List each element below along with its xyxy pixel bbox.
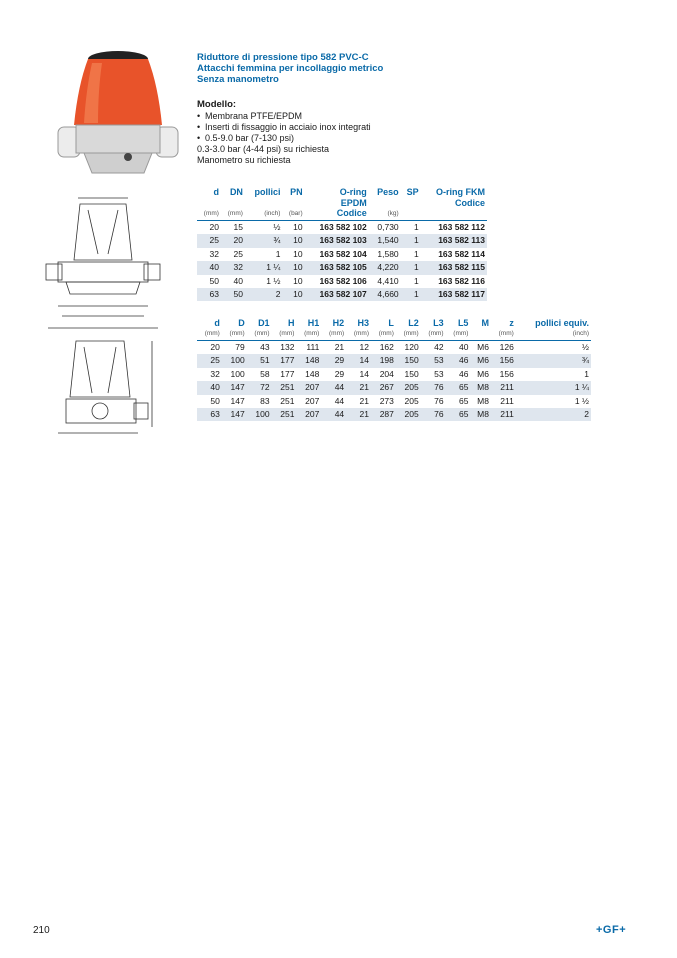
table-cell: 163 582 115 — [421, 261, 487, 274]
table-cell: 20 — [197, 221, 221, 235]
table-row — [197, 275, 487, 288]
table-cell: 273 — [379, 395, 394, 406]
table-cell: 83 — [260, 395, 270, 406]
table-header: D1 — [258, 318, 270, 328]
table-cell: M6 — [470, 354, 491, 367]
table-cell: ½ — [516, 341, 591, 355]
table-cell: M6 — [477, 368, 489, 379]
table-cell: 156 — [499, 368, 514, 379]
table-row — [197, 381, 591, 394]
table-cell: 150 — [404, 368, 419, 379]
table-cell: 1 — [401, 288, 421, 301]
table-header: SP — [406, 187, 419, 197]
table-cell: 32 — [221, 261, 245, 274]
table-cell: 1 ¼ — [516, 381, 591, 394]
table-cell: 53 — [421, 354, 446, 367]
table-cell: 25 — [233, 248, 243, 259]
table-cell: 42 — [421, 341, 446, 355]
unit-label — [470, 329, 491, 341]
table-row — [197, 288, 487, 301]
table-cell: 43 — [247, 341, 272, 355]
table-cell: 1 ½ — [266, 275, 281, 286]
table-cell: 205 — [396, 381, 421, 394]
gf-logo: +GF+ — [596, 924, 627, 936]
table-cell: 1 — [401, 261, 421, 274]
table-cell: 50 — [209, 275, 219, 286]
table-cell: 25 — [197, 234, 221, 247]
table-cell: 76 — [421, 408, 446, 421]
table-cell: 1 — [275, 248, 281, 259]
table-row — [197, 368, 591, 381]
table-cell: 4,660 — [369, 288, 401, 301]
table-header: M — [481, 318, 489, 328]
table-cell: 44 — [321, 408, 346, 421]
table-cell: 120 — [396, 341, 421, 355]
table-cell: 163 582 112 — [421, 221, 487, 235]
table-cell: 207 — [305, 395, 320, 406]
table-cell: 40 — [446, 341, 471, 355]
table-cell: 163 582 104 — [319, 248, 367, 259]
unit-label — [421, 209, 487, 221]
table-cell: 20 — [221, 234, 245, 247]
table-cell: 2 — [245, 288, 283, 301]
table-row — [197, 395, 591, 408]
table-cell: 10 — [282, 234, 304, 247]
table-cell: 15 — [221, 221, 245, 235]
table-cell: 163 582 107 — [305, 288, 369, 301]
table-header: D — [238, 318, 245, 328]
unit-label: (mm) — [229, 330, 245, 337]
table-cell: 0,730 — [369, 221, 401, 235]
table-header: L — [388, 318, 394, 328]
table-cell: 163 582 106 — [319, 275, 367, 286]
table-cell: 53 — [434, 368, 444, 379]
table-header: DN — [229, 187, 243, 197]
model-extra: Manometro su richiesta — [197, 155, 291, 165]
table-cell: 14 — [346, 354, 371, 367]
table-cell: 63 — [197, 408, 222, 421]
table-cell: 163 582 116 — [438, 275, 485, 286]
unit-label: (mm) — [328, 330, 345, 337]
table-cell: 251 — [280, 395, 295, 406]
table-cell: 1,540 — [369, 234, 401, 247]
table-header: PN — [290, 187, 303, 197]
table-cell: 40 — [233, 275, 243, 286]
table-cell: 10 — [293, 275, 303, 286]
technical-drawing-front — [38, 190, 173, 338]
table-header: L5 — [457, 318, 469, 328]
table-cell: 163 582 103 — [305, 234, 369, 247]
table-cell: 44 — [321, 381, 346, 394]
table-header: Codice — [336, 208, 367, 218]
table-cell: 177 — [272, 354, 297, 367]
unit-label: (inch) — [572, 330, 589, 337]
table-row — [197, 261, 487, 274]
table-cell: 251 — [272, 408, 297, 421]
table-cell: 205 — [396, 408, 421, 421]
dimensions-table — [197, 318, 591, 421]
table-cell: 10 — [282, 261, 304, 274]
unit-label — [401, 209, 421, 221]
table-cell: 65 — [458, 395, 469, 406]
table-cell: 46 — [446, 354, 471, 367]
table-cell: 10 — [282, 288, 304, 301]
table-cell: 207 — [296, 408, 321, 421]
table-cell: 147 — [222, 381, 247, 394]
unit-label: (mm) — [498, 330, 514, 337]
table-cell: 32 — [210, 368, 220, 379]
table-cell: 50 — [221, 288, 245, 301]
unit-label: (mm) — [403, 330, 419, 337]
table-cell: 163 582 113 — [421, 234, 487, 247]
model-bullet: • 0.5-9.0 bar (7-130 psi) — [197, 133, 497, 144]
table-cell: 21 — [346, 381, 371, 394]
unit-label: (kg) — [387, 210, 399, 217]
table-cell: 211 — [491, 381, 516, 394]
table-cell: 29 — [334, 368, 345, 379]
table-cell: 76 — [421, 381, 446, 394]
table-header: H — [287, 318, 295, 328]
title-line-3: Senza manometro — [197, 74, 279, 85]
table-cell: M6 — [470, 341, 491, 355]
table-cell: 1 ½ — [574, 395, 589, 406]
model-bullet: • Inserti di fissaggio in acciaio inox integrati — [197, 122, 497, 133]
table-cell: 4,410 — [377, 275, 399, 286]
table-cell: 162 — [371, 341, 396, 355]
table-cell: 147 — [230, 395, 245, 406]
table-cell: 287 — [371, 408, 396, 421]
unit-label: (mm) — [204, 330, 220, 337]
table-cell: 132 — [272, 341, 297, 355]
table-cell: 100 — [222, 354, 247, 367]
table-header: pollici — [254, 187, 281, 197]
table-cell: 163 582 105 — [305, 261, 369, 274]
table-cell: 211 — [491, 408, 516, 421]
table-row — [197, 248, 487, 261]
model-bullet: • Membrana PTFE/EPDM — [197, 111, 497, 122]
table-cell: ¾ — [516, 354, 591, 367]
unit-label: (mm) — [279, 330, 295, 337]
table-cell: 1 — [413, 248, 419, 259]
table-cell: 29 — [321, 354, 346, 367]
order-codes-table — [197, 187, 487, 301]
title-line-2: Attacchi femmina per incollaggio metrico — [197, 63, 384, 74]
table-cell: 63 — [197, 288, 221, 301]
table-header: O-ring EPDM — [339, 187, 367, 208]
page-number: 210 — [33, 925, 50, 936]
table-cell: 148 — [305, 368, 320, 379]
table-cell: M8 — [470, 408, 491, 421]
unit-label: (mm) — [304, 330, 320, 337]
table-cell: 12 — [346, 341, 371, 355]
table-cell: 156 — [491, 354, 516, 367]
table-cell: 51 — [247, 354, 272, 367]
table-cell: ¾ — [245, 234, 283, 247]
table-cell: M8 — [470, 381, 491, 394]
table-cell: 205 — [404, 395, 419, 406]
table-row — [197, 408, 591, 421]
table-cell: 21 — [359, 395, 370, 406]
unit-label: (mm) — [453, 330, 469, 337]
table-cell: 4,220 — [369, 261, 401, 274]
title-line-1: Riduttore di pressione tipo 582 PVC-C — [197, 52, 369, 63]
unit-label: (mm) — [353, 330, 370, 337]
table-header: H2 — [332, 318, 345, 328]
table-cell: 251 — [272, 381, 297, 394]
unit-label: (bar) — [288, 210, 303, 217]
table-row — [197, 221, 487, 235]
table-cell: 267 — [371, 381, 396, 394]
table-cell: 10 — [282, 221, 304, 235]
table-cell: 100 — [230, 368, 245, 379]
table-cell: 32 — [209, 248, 219, 259]
table-cell: 163 582 114 — [438, 248, 485, 259]
table-header: O-ring FKM Codice — [436, 187, 485, 208]
table-header: z — [509, 318, 514, 328]
table-cell: 10 — [293, 248, 303, 259]
table-cell: 204 — [379, 368, 394, 379]
table-cell: 1 — [413, 275, 419, 286]
table-cell: 163 582 102 — [305, 221, 369, 235]
unit-label: (mm) — [428, 330, 444, 337]
table-row — [197, 354, 591, 367]
table-header: H3 — [357, 318, 370, 328]
table-cell: 150 — [396, 354, 421, 367]
table-cell: 126 — [491, 341, 516, 355]
unit-label: (inch) — [264, 210, 281, 217]
unit-label: (mm) — [203, 210, 219, 217]
table-cell: M8 — [477, 395, 489, 406]
table-cell: 40 — [197, 381, 222, 394]
table-cell: 147 — [222, 408, 247, 421]
table-cell: 177 — [280, 368, 295, 379]
table-cell: 46 — [458, 368, 469, 379]
model-heading: Modello: — [197, 99, 237, 110]
table-cell: 1 — [401, 234, 421, 247]
table-header: L3 — [433, 318, 444, 328]
table-cell: 40 — [197, 261, 221, 274]
unit-label: (mm) — [378, 330, 394, 337]
table-cell: 148 — [296, 354, 321, 367]
unit-label: (mm) — [254, 330, 270, 337]
table-header: Peso — [377, 187, 399, 197]
table-cell: 20 — [197, 341, 222, 355]
table-row — [197, 341, 591, 355]
table-cell: 2 — [516, 408, 591, 421]
table-cell: ½ — [245, 221, 283, 235]
table-cell: 76 — [434, 395, 444, 406]
table-header: L2 — [408, 318, 419, 328]
table-header: H1 — [307, 318, 320, 328]
table-cell: 207 — [296, 381, 321, 394]
table-cell: 21 — [321, 341, 346, 355]
table-header: d — [214, 318, 220, 328]
table-cell: 58 — [260, 368, 270, 379]
model-description — [197, 99, 497, 166]
table-cell: 65 — [446, 381, 471, 394]
table-cell: 44 — [334, 395, 345, 406]
table-cell: 14 — [359, 368, 370, 379]
table-header: pollici equiv. — [535, 318, 589, 328]
table-cell: 65 — [446, 408, 471, 421]
unit-label: (mm) — [227, 210, 243, 217]
table-cell: 1 — [401, 221, 421, 235]
table-cell: 1 — [584, 368, 589, 379]
model-extra: 0.3-3.0 bar (4-44 psi) su richiesta — [197, 144, 330, 154]
table-cell: 163 582 117 — [421, 288, 487, 301]
table-cell: 1 ¼ — [245, 261, 283, 274]
product-photo — [48, 45, 188, 180]
table-cell: 72 — [247, 381, 272, 394]
table-cell: 21 — [346, 408, 371, 421]
table-header: d — [213, 187, 219, 197]
table-row — [197, 234, 487, 247]
table-cell: 25 — [197, 354, 222, 367]
table-cell: 1,580 — [377, 248, 399, 259]
table-cell: 211 — [500, 395, 514, 406]
technical-drawing-side — [48, 337, 166, 447]
table-cell: 79 — [222, 341, 247, 355]
table-cell: 111 — [296, 341, 321, 355]
table-cell: 198 — [371, 354, 396, 367]
table-cell: 50 — [210, 395, 220, 406]
table-cell: 100 — [247, 408, 272, 421]
product-title — [197, 52, 497, 85]
